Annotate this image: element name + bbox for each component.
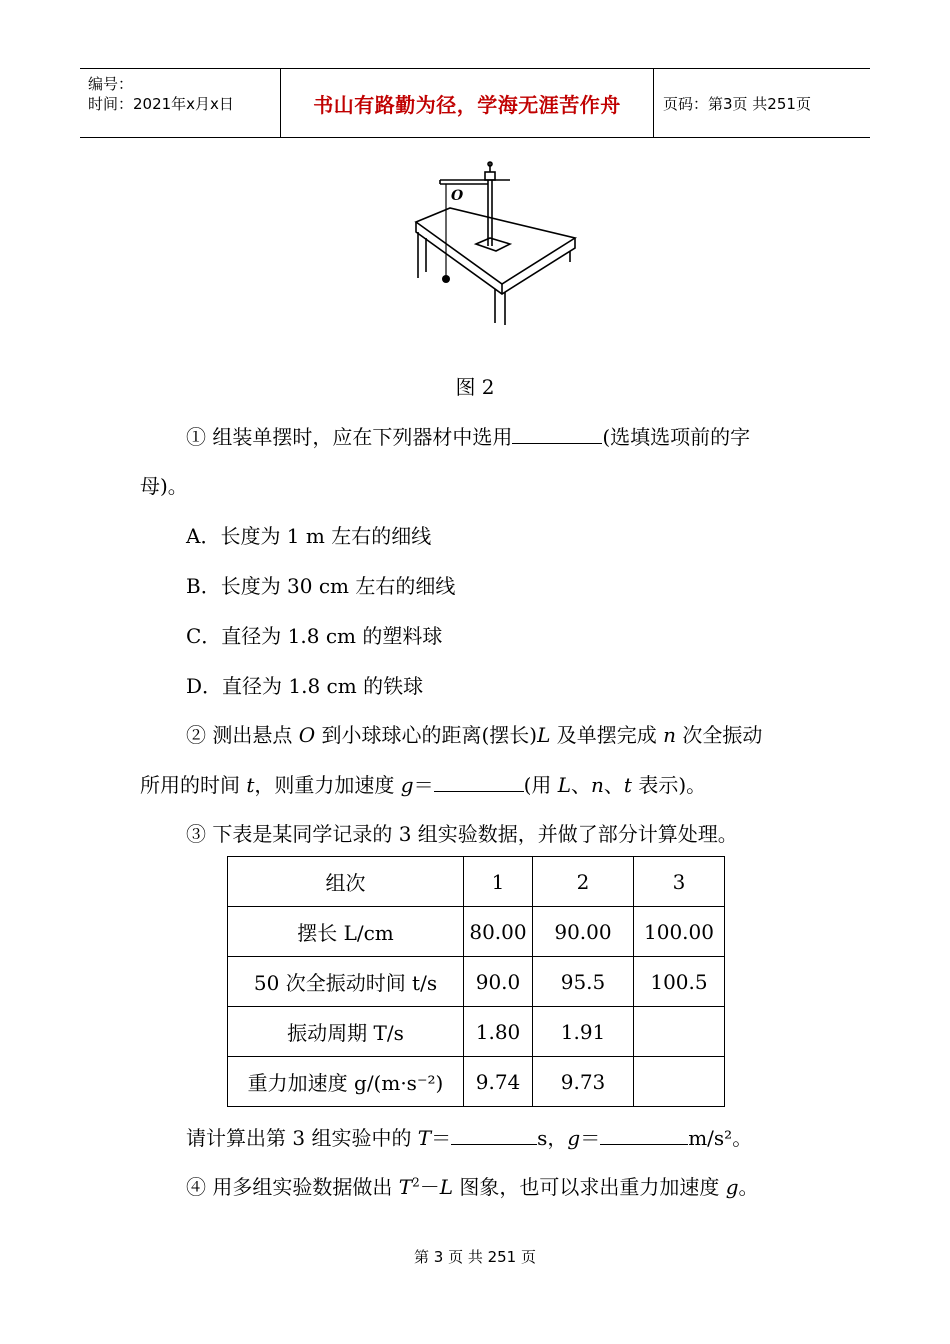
- page-footer: 第 3 页 共 251 页: [413, 1248, 536, 1266]
- option-c: C．直径为 1.8 cm 的塑料球: [186, 624, 443, 648]
- table-row: [228, 1007, 725, 1057]
- q3-calc: [186, 1122, 752, 1151]
- q2-text: 、: [571, 773, 592, 797]
- table-cell: 100.00: [634, 907, 725, 957]
- q2-line2: [140, 769, 706, 798]
- figure-caption: 图 2: [455, 375, 495, 399]
- option-b: B．长度为 30 cm 左右的细线: [186, 574, 456, 598]
- var-g: g: [567, 1126, 581, 1150]
- table-cell: 90.00: [533, 907, 634, 957]
- q3-period-blank: [451, 1126, 537, 1145]
- var-l: L: [439, 1175, 453, 1199]
- page-code: 页码：第3页 共251页: [663, 94, 811, 113]
- q3-intro: ③ 下表是某同学记录的 3 组实验数据，并做了部分计算处理。: [186, 822, 738, 846]
- q2-text: 次全振动: [675, 723, 763, 747]
- q3-calc-text: m/s²。: [688, 1126, 753, 1150]
- q4-text: ④ 用多组实验数据做出: [186, 1175, 399, 1199]
- var-t: t: [623, 773, 632, 797]
- pendulum-figure: [410, 160, 580, 330]
- q4-text: 。: [738, 1175, 759, 1199]
- var-n: n: [663, 723, 676, 747]
- option-d: D．直径为 1.8 cm 的铁球: [186, 674, 424, 698]
- table-row-header: 重力加速度 g/(m·s⁻²): [228, 1057, 464, 1107]
- q4-line: [186, 1171, 759, 1200]
- table-row-header: 组次: [228, 857, 464, 907]
- table-cell: 95.5: [533, 957, 634, 1007]
- q1-stem: [186, 421, 750, 450]
- q3-calc-text: ＝: [580, 1126, 601, 1150]
- pendulum-drawing: [410, 160, 580, 330]
- table-cell: 1: [464, 857, 533, 907]
- q2-line1: [186, 719, 762, 748]
- q1-stem-text: ① 组装单摆时，应在下列器材中选用: [186, 425, 513, 449]
- q2-text: ，则重力加速度: [254, 773, 401, 797]
- table-cell: 90.0: [464, 957, 533, 1007]
- var-t-period: T: [398, 1175, 413, 1199]
- q3-gravity-blank: [600, 1126, 688, 1145]
- var-o: O: [298, 723, 316, 747]
- q3-calc-text: s，: [537, 1126, 568, 1150]
- q3-calc-text: ＝: [431, 1126, 452, 1150]
- table-cell: 80.00: [464, 907, 533, 957]
- q2-text: 、: [603, 773, 624, 797]
- var-g: g: [400, 773, 414, 797]
- code-label: 编号：: [88, 75, 134, 93]
- header-right-cell: [653, 69, 870, 137]
- table-row: [228, 1057, 725, 1107]
- table-cell: 3: [634, 857, 725, 907]
- table-cell: 1.80: [464, 1007, 533, 1057]
- q2-text: 及单摆完成: [550, 723, 664, 747]
- q2-text: ＝: [413, 773, 434, 797]
- q2-text: 表示)。: [631, 773, 707, 797]
- table-cell: 9.73: [533, 1057, 634, 1107]
- table-row-header: 50 次全振动时间 t/s: [228, 957, 464, 1007]
- var-t-period: T: [417, 1126, 432, 1150]
- q4-text: －: [419, 1175, 440, 1199]
- table-cell: [634, 1057, 725, 1107]
- table-cell: 2: [533, 857, 634, 907]
- q2-answer-blank: [434, 773, 524, 792]
- q1-stem-text-2: (选填选项前的字: [602, 425, 751, 449]
- table-row-header: 摆长 L/cm: [228, 907, 464, 957]
- var-g: g: [725, 1175, 739, 1199]
- q2-text: 所用的时间: [140, 773, 247, 797]
- q2-text: 到小球球心的距离(摆长): [315, 723, 538, 747]
- var-n: n: [591, 773, 604, 797]
- table-row: [228, 907, 725, 957]
- q1-answer-blank: [512, 425, 602, 444]
- table-row-header: 振动周期 T/s: [228, 1007, 464, 1057]
- table-row: [228, 957, 725, 1007]
- header-motto-cell: [280, 69, 654, 137]
- table-cell: 1.91: [533, 1007, 634, 1057]
- pendulum-bob: [442, 275, 450, 283]
- table-row: [228, 857, 725, 907]
- q3-calc-text: 请计算出第 3 组实验中的: [186, 1126, 418, 1150]
- q2-text: ② 测出悬点: [186, 723, 299, 747]
- var-l: L: [557, 773, 572, 797]
- var-l: L: [537, 723, 551, 747]
- table-cell: [634, 1007, 725, 1057]
- option-a: A．长度为 1 m 左右的细线: [186, 524, 432, 548]
- table-cell: 9.74: [464, 1057, 533, 1107]
- motto: 书山有路勤为径，学海无涯苦作舟: [313, 92, 621, 117]
- header-left-cell: [80, 69, 280, 137]
- q2-text: (用: [523, 773, 558, 797]
- table-cell: 100.5: [634, 957, 725, 1007]
- data-table: [227, 856, 725, 1107]
- q1-stem-cont: 母)。: [140, 474, 188, 498]
- superscript-2: 2: [412, 1175, 420, 1190]
- var-t: t: [246, 773, 255, 797]
- date-label: 时间：2021年x月x日: [88, 95, 234, 113]
- q4-text: 图象，也可以求出重力加速度: [452, 1175, 726, 1199]
- point-o-label: O: [451, 188, 464, 204]
- page-header: [80, 68, 870, 138]
